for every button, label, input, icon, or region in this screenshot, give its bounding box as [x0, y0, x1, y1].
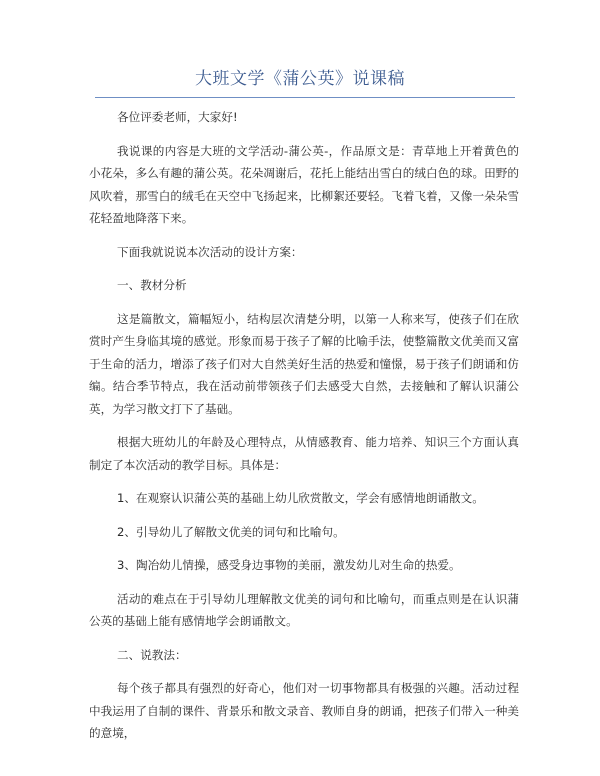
goals-intro-paragraph: 根据大班幼儿的年龄及心理特点，从情感教育、能力培养、知识三个方面认真制定了本次活动的教学目标。具体是：: [89, 435, 519, 472]
teaching-method-paragraph: 每个孩子都具有强烈的好奇心，他们对一切事物都具有极强的兴趣。活动过程中我运用了自制的课件、背景乐和散文录音、教师自身的朗诵，把孩子们带入一种美的意境，: [89, 681, 519, 740]
analysis-paragraph: 这是篇散文，篇幅短小，结构层次清楚分明，以第一人称来写，使孩子们在欣赏时产生身临其境的感觉。形象而易于孩子了解的比喻手法，使整篇散文优美而又富于生命的活力，增添了孩子们对大自然美好生活的热爱和憧憬，易于孩子们朗诵和仿编。结合季节特点，我在活动前带领孩子们去感受大自然，去接触和了解认识蒲公英，为学习散文打下了基础。: [89, 311, 519, 416]
section-heading-teaching-method: 二、说教法：: [117, 647, 187, 662]
section-heading-textbook-analysis: 一、教材分析: [117, 278, 187, 292]
greeting-paragraph: 各位评委老师，大家好!: [117, 110, 238, 124]
key-points-paragraph: 活动的难点在于引导幼儿理解散文优美的词句和比喻句，而重点则是在认识蒲公英的基础上能有感情地学会朗诵散文。: [89, 591, 519, 628]
intro-paragraph: 我说课的内容是大班的文学活动-蒲公英-，作品原文是：青草地上开着黄色的小花朵，多么有趣的蒲公英。花朵凋谢后，花托上能结出雪白的绒白色的球。田野的风吹着，那雪白的绒毛在天空中飞扬起来，比柳絮还要轻。飞着飞着，又像一朵朵雪花轻盈地降落下来。: [89, 143, 519, 225]
goal-item-3: 3、陶冶幼儿情操，感受身边事物的美丽，激发幼儿对生命的热爱。: [117, 558, 461, 572]
design-intro-paragraph: 下面我就说说本次活动的设计方案：: [117, 244, 303, 259]
document-body: [89, 106, 519, 756]
title-underline: [95, 97, 515, 98]
document-title: 大班文学《蒲公英》说课稿: [195, 69, 405, 89]
goal-item-1: 1、在观察认识蒲公英的基础上幼儿欣赏散文，学会有感情地朗诵散文。: [117, 491, 484, 505]
goal-item-2: 2、引导幼儿了解散文优美的词句和比喻句。: [117, 524, 345, 539]
